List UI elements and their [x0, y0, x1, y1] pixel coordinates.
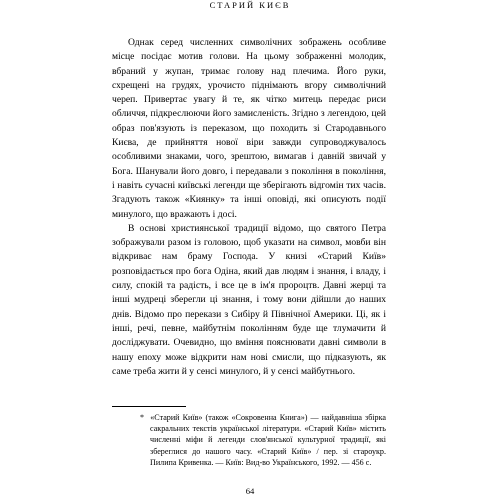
- footnote-entry: [112, 412, 386, 468]
- paragraph: Однак серед численних символічних зображень особливе місце посідає мотив голови. На цьому зображенні молодик, вбраний у жупан, тримає голову над плечима. Його руки, схрещені на грудях, урочисто піднімають вгору символічний череп. Привертає увагу й те, як чітко митець передає риси обличчя, підкреслюючи його замисленість. Згідно з легендою, цей образ пов'язують із переказом, що походить зі Стародавнього Києва, де прийняття нової віри завжди супроводжувалось особливими знаками, чого, зрештою, вимагав і давній звичай у Бога. Шанували його довго, і передавали з покоління в покоління, і навіть сучасні київські легенди ще зберігають відгомін тих часів. Згадують також «Киянку» та інші оповіді, які описують події минулого, що вражають і досі.: [112, 37, 386, 220]
- running-head: СТАРИЙ КИЄВ: [209, 0, 291, 10]
- footnote-marker: *: [140, 413, 145, 422]
- paragraph: В основі християнської традиції відомо, що святого Петра зображували разом із головою, щоб указати на символ, мовби він відкриває нам браму Господа. У книзі «Старий Київ» розповідається про бога Одіна, який дав людям і знання, і владу, і силу, спокій та радість, і все це в ім'я пророцтв. Давні жерці та інші мудреці зберегли ці знання, і тому вони дійшли до наших днів. Відомо про перекази з Сибіру й Північної Америки. Ці, як і інші, речі, певне, майбутнім поколінням буде ще тлумачити й досліджувати. Очевидно, що вміння пояснювати давні символи в нашу епоху може відкрити нам нові смисли, що підказують, як саме треба жити й у сенсі минулого, й у сенсі майбутнього.: [112, 222, 386, 377]
- footnote-separator: [112, 406, 186, 407]
- footnote-text: «Старий Київ» (також «Сокровенна Книга») — найдавніша збірка сакральних текстів української літератури. «Старий Київ» містить численні міфи й легенди слов'янської культурної традиції, які збереглися до нашого часу. «Старий Київ» / пер. зі староукр. Пилипа Кривенка. — Київ: Вид-во Українського, 1992. — 456 с.: [150, 413, 387, 467]
- page-number: 64: [245, 486, 255, 496]
- footnote: [112, 412, 386, 468]
- body-text: [112, 36, 386, 379]
